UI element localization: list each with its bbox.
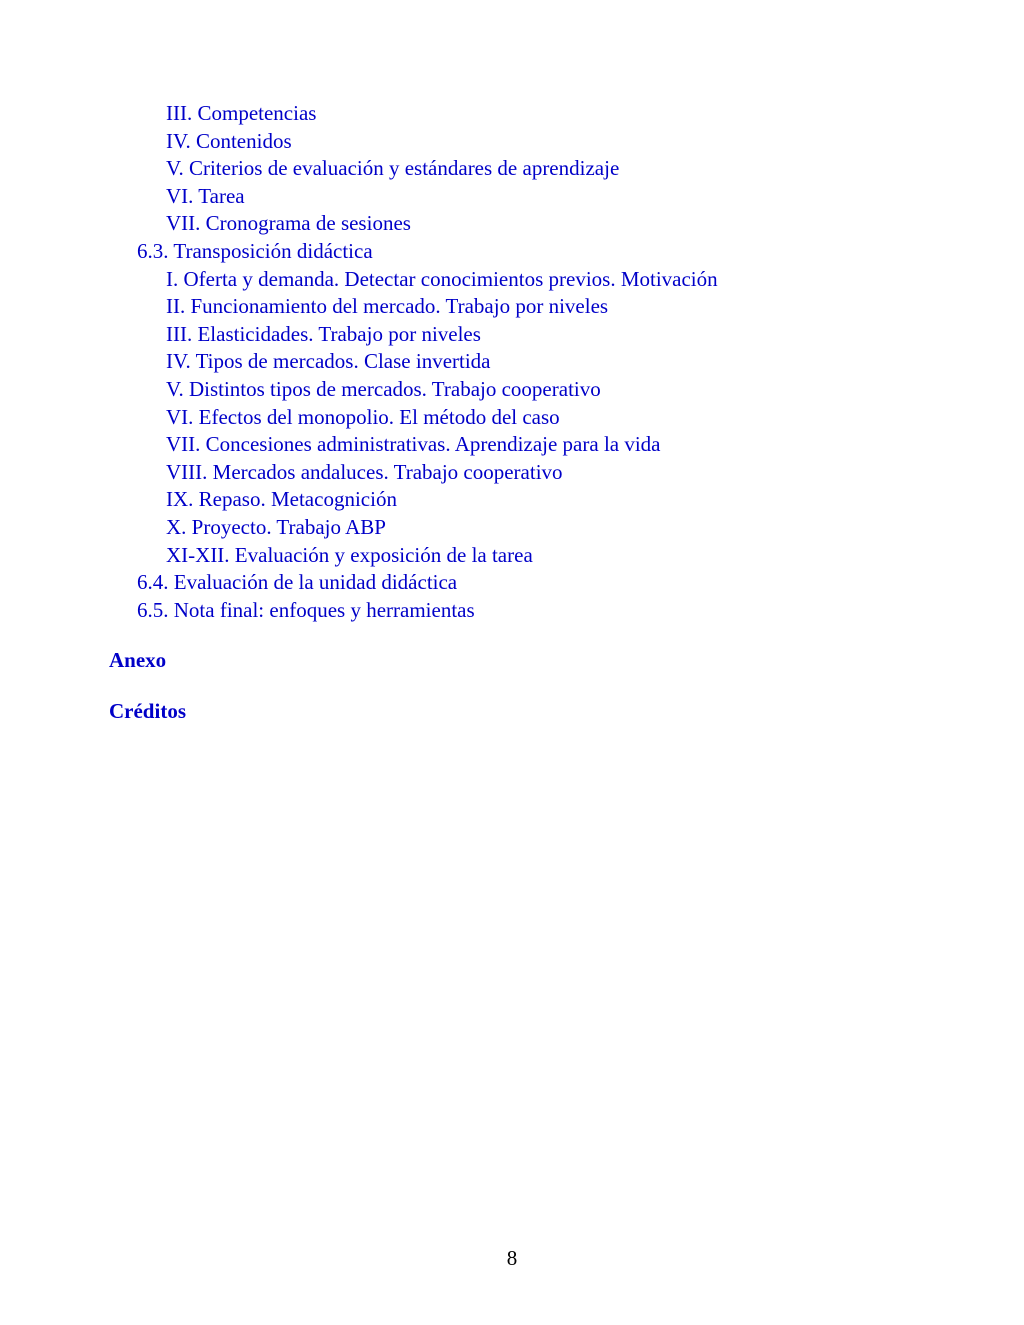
toc-link-funcionamiento-mercado[interactable]: II. Funcionamiento del mercado. Trabajo por niveles xyxy=(166,294,609,319)
toc-link-concesiones-administrativas[interactable]: VII. Concesiones administrativas. Aprendizaje para la vida xyxy=(166,432,661,457)
toc-link-mercados-andaluces[interactable]: VIII. Mercados andaluces. Trabajo cooperativo xyxy=(166,459,563,484)
toc-link-efectos-monopolio[interactable]: VI. Efectos del monopolio. El método del caso xyxy=(166,404,560,429)
toc-link-competencias[interactable]: III. Competencias xyxy=(166,101,317,125)
toc-link-criterios-evaluacion[interactable]: V. Criterios de evaluación y estándares de aprendizaje xyxy=(166,156,620,181)
section-link-creditos[interactable]: Créditos xyxy=(109,699,186,723)
toc-link-transposicion-didactica[interactable]: 6.3. Transposición didáctica xyxy=(137,238,373,263)
toc-link-tarea[interactable]: VI. Tarea xyxy=(166,183,245,208)
toc-link-cronograma[interactable]: VII. Cronograma de sesiones xyxy=(166,211,411,236)
toc-link-oferta-demanda[interactable]: I. Oferta y demanda. Detectar conocimientos previos. Motivación xyxy=(166,266,718,291)
toc-link-contenidos[interactable]: IV. Contenidos xyxy=(166,128,292,153)
toc-link-repaso[interactable]: IX. Repaso. Metacognición xyxy=(166,487,397,512)
toc-link-evaluacion-exposicion[interactable]: XI-XII. Evaluación y exposición de la tarea xyxy=(166,542,533,567)
toc-link-distintos-tipos-mercados[interactable]: V. Distintos tipos de mercados. Trabajo cooperativo xyxy=(166,376,601,401)
table-of-contents xyxy=(0,100,1024,624)
toc-link-tipos-mercados[interactable]: IV. Tipos de mercados. Clase invertida xyxy=(166,349,491,374)
section-link-anexo[interactable]: Anexo xyxy=(109,648,167,672)
toc-link-nota-final[interactable]: 6.5. Nota final: enfoques y herramientas xyxy=(137,597,475,622)
toc-link-evaluacion-unidad[interactable]: 6.4. Evaluación de la unidad didáctica xyxy=(137,570,458,595)
page-number: 8 xyxy=(506,1246,518,1270)
toc-link-proyecto[interactable]: X. Proyecto. Trabajo ABP xyxy=(166,514,386,539)
toc-link-elasticidades[interactable]: III. Elasticidades. Trabajo por niveles xyxy=(166,321,481,346)
